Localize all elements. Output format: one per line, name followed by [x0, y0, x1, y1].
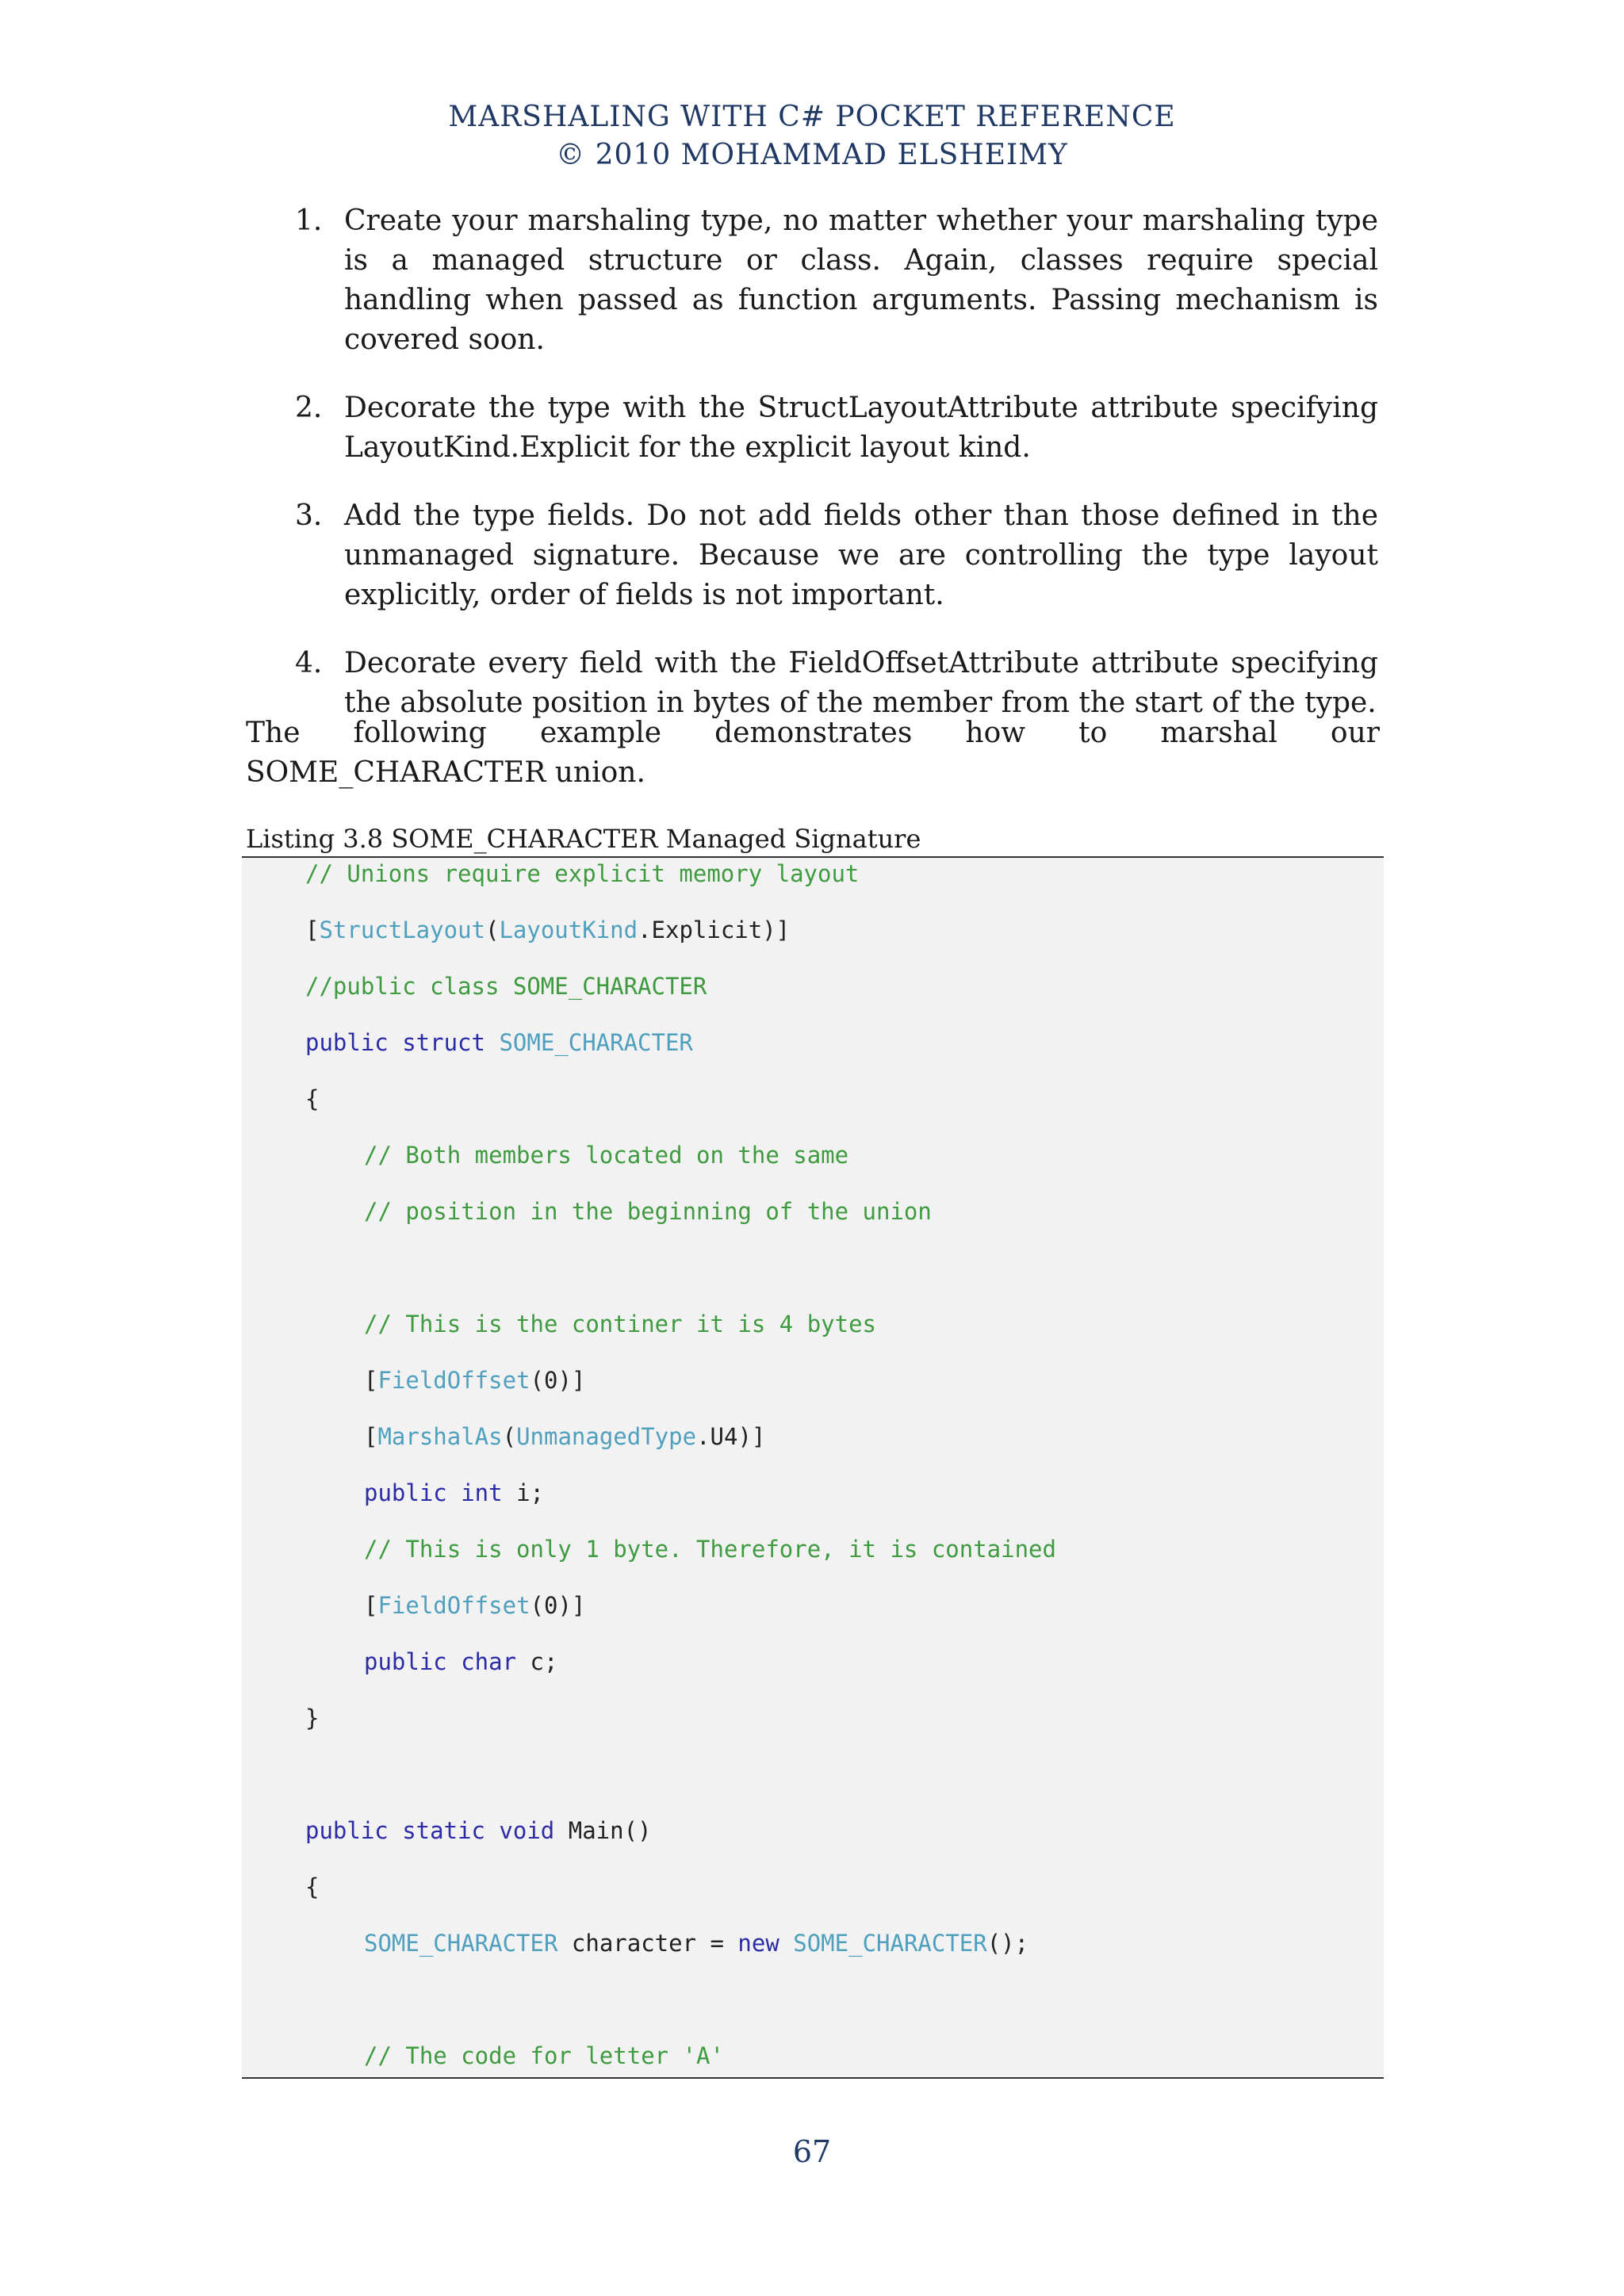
- code-token: UnmanagedType: [516, 1423, 697, 1450]
- code-line: [305, 1816, 652, 1845]
- code-token: public static void: [305, 1817, 569, 1844]
- list-item: [295, 388, 1378, 468]
- code-line: // Unions require explicit memory layout: [305, 860, 860, 887]
- page-number: 67: [792, 2134, 832, 2169]
- code-line: // position in the beginning of the union: [364, 1198, 932, 1225]
- code-token: [: [364, 1367, 378, 1394]
- list-item-number: 4.: [295, 647, 323, 679]
- code-line: [364, 1929, 1028, 1957]
- page-header: [0, 98, 1624, 174]
- code-line: // This is the continer it is 4 bytes: [364, 1311, 877, 1337]
- code-line: //public class SOME_CHARACTER: [305, 973, 707, 1000]
- code-token: c;: [530, 1648, 558, 1675]
- list-item-text: Create your marshaling type, no matter whether your marshaling type is a managed structure or class. Again, classes require special handling when passed as function arguments. Passing mechanism is covered soon.: [344, 205, 1378, 356]
- code-token: LayoutKind: [499, 916, 638, 943]
- header-title: MARSHALING WITH C# POCKET REFERENCE: [448, 101, 1176, 133]
- code-line: {: [305, 1873, 320, 1900]
- list-item-text: Decorate the type with the StructLayoutAttribute attribute specifying LayoutKind.Explicit for the explicit layout kind.: [344, 392, 1378, 464]
- list-item-number: 3.: [295, 499, 323, 532]
- code-token: SOME_CHARACTER: [364, 1930, 558, 1957]
- code-token: StructLayout: [319, 916, 485, 943]
- code-line: [364, 1647, 557, 1676]
- code-token: [: [305, 916, 320, 943]
- code-line: [364, 1591, 585, 1620]
- code-token: MarshalAs: [377, 1423, 503, 1450]
- code-line: {: [305, 1085, 320, 1112]
- code-listing: [242, 856, 1384, 2079]
- header-copyright: © 2010 MOHAMMAD ELSHEIMY: [556, 139, 1068, 171]
- code-token: [: [364, 1423, 378, 1450]
- code-token: character =: [557, 1930, 738, 1957]
- code-line: // Both members located on the same: [364, 1142, 849, 1169]
- code-line: // This is only 1 byte. Therefore, it is contained: [364, 1536, 1056, 1563]
- code-token: Main(): [568, 1817, 652, 1844]
- code-line: [305, 916, 790, 944]
- list-item-text: Add the type fields. Do not add fields other than those defined in the unmanaged signature. Because we are controlling the type layout explicitly, order of fields is not important.: [344, 499, 1378, 611]
- list-item-text: Decorate every field with the FieldOffsetAttribute attribute specifying the absolute position in bytes of the member from the start of the type.: [344, 647, 1378, 719]
- list-item: [295, 644, 1378, 723]
- code-line: [364, 1366, 585, 1395]
- code-line: }: [305, 1705, 320, 1732]
- list-item: [295, 201, 1378, 360]
- code-token: .U4)]: [696, 1423, 766, 1450]
- code-token: [: [364, 1592, 378, 1619]
- code-token: (: [485, 916, 500, 943]
- code-token: FieldOffset: [377, 1367, 530, 1394]
- code-token: new: [737, 1930, 794, 1957]
- code-token: SOME_CHARACTER: [793, 1930, 987, 1957]
- code-token: (0)]: [530, 1592, 586, 1619]
- code-line: [364, 1479, 544, 1507]
- list-item-number: 2.: [295, 392, 323, 424]
- code-line: [305, 1028, 693, 1057]
- code-token: FieldOffset: [377, 1592, 530, 1619]
- code-token: i;: [516, 1479, 544, 1506]
- code-token: .Explicit)]: [638, 916, 791, 943]
- code-token: (: [502, 1423, 517, 1450]
- list-item: [295, 496, 1378, 615]
- steps-list: [295, 201, 1378, 752]
- code-token: (0)]: [530, 1367, 586, 1394]
- code-line: // The code for letter 'A': [364, 2042, 724, 2069]
- code-line: [364, 1422, 765, 1451]
- code-token: SOME_CHARACTER: [499, 1029, 693, 1056]
- code-token: public int: [364, 1479, 517, 1506]
- code-token: ();: [986, 1930, 1029, 1957]
- code-token: public char: [364, 1648, 530, 1675]
- listing-caption: Listing 3.8 SOME_CHARACTER Managed Signature: [246, 824, 921, 854]
- intro-paragraph: The following example demonstrates how to marshal our SOME_CHARACTER union.: [246, 717, 1380, 789]
- code-token: public struct: [305, 1029, 500, 1056]
- list-item-number: 1.: [295, 205, 323, 237]
